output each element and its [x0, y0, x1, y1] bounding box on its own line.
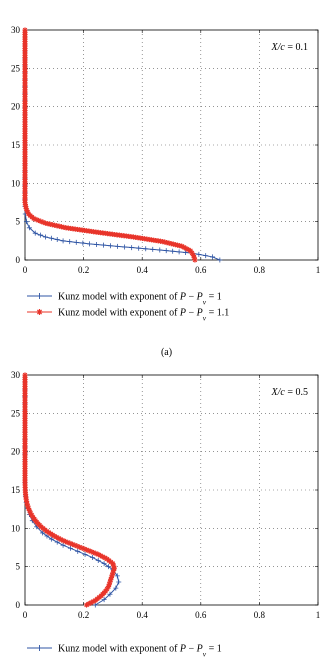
y-tick-label: 25 — [11, 63, 20, 74]
legend-marker-star — [37, 309, 43, 315]
legend-label-suffix: = 1.1 — [206, 307, 230, 319]
data-point-plus — [61, 543, 66, 548]
legend-marker-plus — [37, 645, 43, 651]
legend-label-Pv: P — [196, 291, 203, 303]
legend-label-sub: v — [202, 297, 207, 306]
annotation-variable: X/c — [271, 42, 285, 53]
data-point-plus — [43, 235, 48, 240]
legend-label-sub: v — [202, 313, 207, 322]
y-tick-label: 15 — [11, 485, 20, 495]
data-point-plus — [74, 240, 79, 245]
x-tick-label: 0.8 — [253, 610, 266, 620]
y-tick-label: 0 — [15, 255, 20, 265]
x-tick-label: 0.8 — [253, 265, 266, 275]
legend-entry-1 — [27, 292, 222, 307]
legend-label-P: P — [179, 291, 187, 303]
chart-panel-2 — [11, 370, 320, 660]
data-point-plus — [143, 246, 148, 251]
legend-entry-1 — [27, 644, 222, 659]
data-point-plus — [210, 254, 215, 259]
y-tick-label: 10 — [11, 178, 20, 189]
y-tick-label: 5 — [15, 216, 20, 227]
data-point-plus — [94, 242, 99, 247]
data-point-plus — [83, 552, 88, 557]
y-tick-label: 30 — [11, 370, 20, 380]
series-line — [25, 375, 119, 605]
legend-label-Pv: P — [196, 643, 203, 655]
x-tick-label: 0 — [22, 265, 28, 275]
annotation-xc — [271, 387, 308, 398]
legend-label-minus: − — [186, 307, 197, 319]
data-point-star — [22, 372, 27, 377]
data-point-plus — [170, 249, 175, 254]
x-tick-label: 0.4 — [136, 610, 148, 620]
y-tick-label: 0 — [15, 600, 20, 610]
data-point-plus — [196, 252, 201, 257]
data-point-plus — [217, 258, 222, 263]
x-tick-label: 0.2 — [77, 265, 90, 275]
data-point-plus — [90, 555, 95, 560]
data-point-plus — [55, 237, 60, 242]
data-point-plus — [49, 236, 54, 241]
data-point-plus — [150, 247, 155, 252]
x-tick-label: 0.2 — [77, 610, 90, 620]
y-tick-label: 25 — [11, 408, 20, 419]
legend-label-prefix: Kunz model with exponent of — [58, 291, 180, 303]
legend-entry-2 — [27, 308, 229, 323]
x-tick-label: 0.6 — [195, 265, 207, 275]
chart-panel-1 — [11, 25, 320, 358]
annotation-variable: X/c — [271, 387, 285, 398]
data-point-plus — [67, 239, 72, 244]
x-tick-label: 0.6 — [195, 610, 207, 620]
legend-label-suffix: = 1 — [206, 291, 222, 303]
x-tick-label: 0 — [22, 610, 28, 620]
data-point-plus — [164, 248, 169, 253]
y-tick-label: 30 — [11, 25, 20, 35]
legend-label-suffix: = 1 — [206, 643, 222, 655]
y-tick-label: 20 — [11, 446, 20, 457]
annotation-value: = 0.5 — [284, 387, 308, 398]
data-point-plus — [122, 244, 127, 249]
data-point-plus — [87, 241, 92, 246]
legend-label-Pv: P — [196, 307, 203, 319]
data-point-star — [22, 27, 27, 32]
data-point-plus — [129, 245, 134, 250]
legend-label-P: P — [179, 307, 187, 319]
legend-label — [58, 644, 222, 659]
data-point-plus — [203, 253, 208, 258]
data-point-plus — [80, 241, 85, 246]
data-point-plus — [61, 238, 66, 243]
annotation-value: = 0.1 — [284, 42, 308, 53]
plot-frame — [25, 30, 318, 260]
plot-frame — [25, 375, 318, 605]
data-point-plus — [101, 243, 106, 248]
panel-caption: (a) — [160, 347, 173, 358]
legend-label-sub: v — [202, 649, 207, 658]
legend-label — [58, 292, 222, 307]
legend-marker-plus — [37, 293, 43, 299]
y-tick-label: 5 — [15, 561, 20, 572]
data-point-plus — [136, 246, 141, 251]
y-tick-label: 20 — [11, 101, 20, 112]
legend-label-minus: − — [186, 643, 197, 655]
x-tick-label: 1 — [315, 610, 321, 620]
legend-label — [58, 308, 229, 323]
data-point-plus — [116, 580, 121, 585]
data-point-plus — [96, 558, 101, 563]
data-point-plus — [38, 233, 43, 238]
legend-label-prefix: Kunz model with exponent of — [58, 643, 180, 655]
x-tick-label: 1 — [315, 265, 321, 275]
data-point-plus — [115, 244, 120, 249]
y-tick-label: 10 — [11, 523, 20, 534]
y-tick-label: 15 — [11, 140, 20, 150]
legend-label-P: P — [179, 643, 187, 655]
data-point-plus — [177, 249, 182, 254]
legend-label-minus: − — [186, 291, 197, 303]
x-tick-label: 0.4 — [136, 265, 148, 275]
legend-label-prefix: Kunz model with exponent of — [58, 307, 180, 319]
annotation-xc — [271, 42, 308, 53]
data-point-plus — [157, 248, 162, 253]
data-point-plus — [108, 243, 113, 248]
